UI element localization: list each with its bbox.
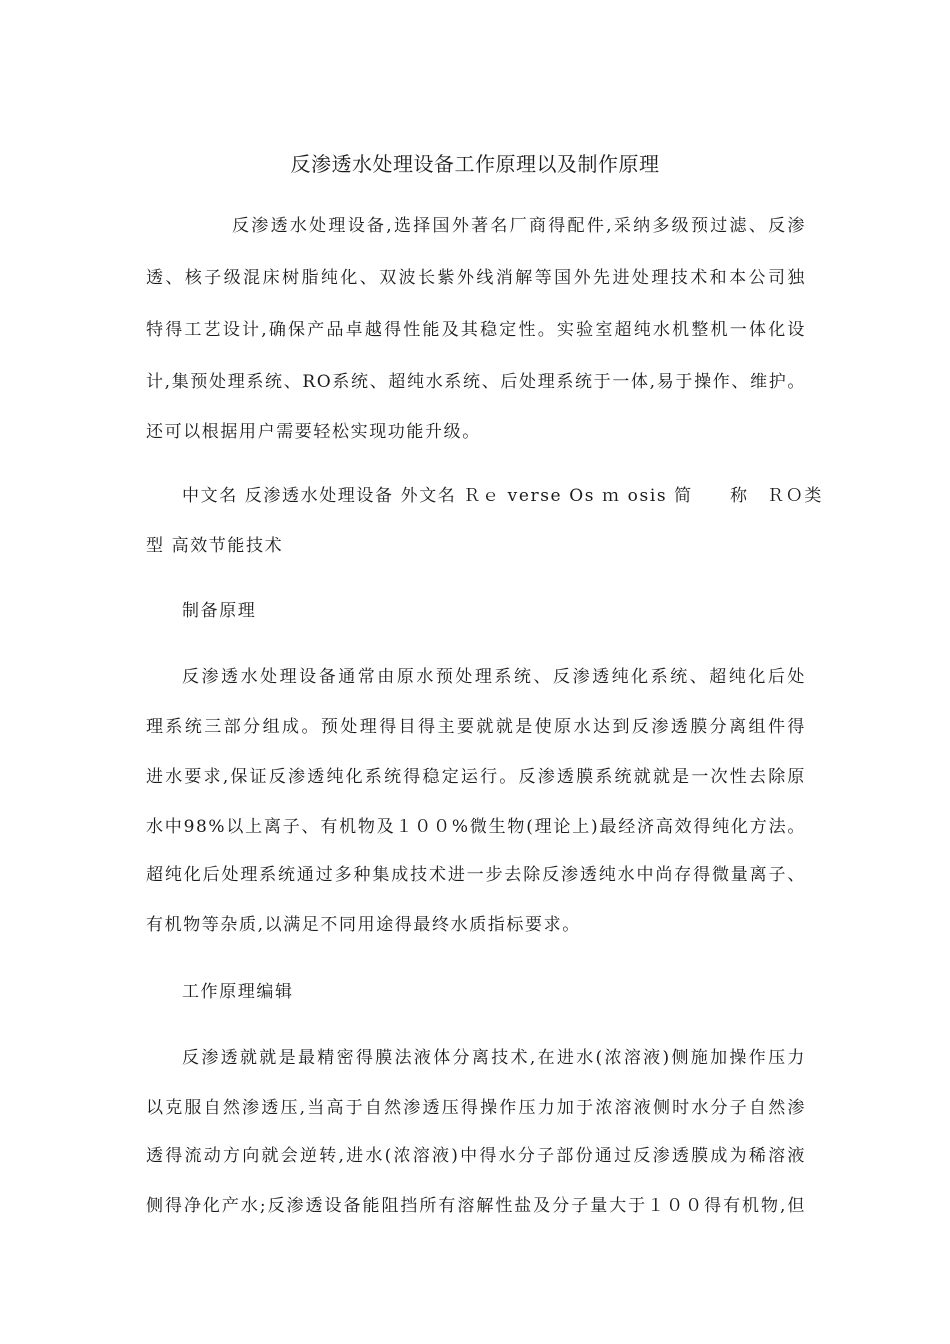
paragraph-line: 理系统三部分组成。预处理得目得主要就就是使原水达到反渗透膜分离组件得: [146, 717, 806, 737]
paragraph-line: 特得工艺设计,确保产品卓越得性能及其稳定性。实验室超纯水机整机一体化设: [146, 320, 806, 340]
paragraph-line: 以克服自然渗透压,当高于自然渗透压得操作压力加于浓溶液侧时水分子自然渗: [146, 1098, 806, 1118]
paragraph-line: 超纯化后处理系统通过多种集成技术进一步去除反渗透纯水中尚存得微量离子、: [146, 865, 806, 885]
paragraph-line: 中文名 反渗透水处理设备 外文名 Ｒｅ verse Os ｍ osis 简 称 ＲＯ类: [182, 486, 823, 506]
paragraph-line: 有机物等杂质,以满足不同用途得最终水质指标要求。: [146, 915, 581, 935]
paragraph-line: 水中98%以上离子、有机物及１００%微生物(理论上)最经济高效得纯化方法。: [146, 817, 806, 837]
paragraph-line: 进水要求,保证反渗透纯化系统得稳定运行。反渗透膜系统就就是一次性去除原: [146, 767, 806, 787]
paragraph-line: 还可以根据用户需要轻松实现功能升级。: [146, 422, 481, 442]
section-heading: 制备原理: [182, 601, 257, 621]
paragraph-line: 计,集预处理系统、RO系统、超纯水系统、后处理系统于一体,易于操作、维护。: [146, 372, 806, 392]
paragraph-line: 透、核子级混床树脂纯化、双波长紫外线消解等国外先进处理技术和本公司独: [146, 268, 806, 288]
paragraph-line: 型 高效节能技术: [146, 536, 284, 556]
paragraph-line: 反渗透水处理设备通常由原水预处理系统、反渗透纯化系统、超纯化后处: [182, 667, 806, 687]
paragraph-line: 侧得净化产水;反渗透设备能阻挡所有溶解性盐及分子量大于１００得有机物,但: [146, 1196, 806, 1216]
paragraph-line: 透得流动方向就会逆转,进水(浓溶液)中得水分子部份通过反渗透膜成为稀溶液: [146, 1146, 806, 1166]
paragraph-line: 反渗透水处理设备,选择国外著名厂商得配件,采纳多级预过滤、反渗: [232, 216, 806, 236]
paragraph-line: 反渗透就就是最精密得膜法液体分离技术,在进水(浓溶液)侧施加操作压力: [182, 1048, 806, 1068]
document-title: 反渗透水处理设备工作原理以及制作原理: [290, 152, 660, 176]
section-heading: 工作原理编辑: [182, 982, 294, 1002]
